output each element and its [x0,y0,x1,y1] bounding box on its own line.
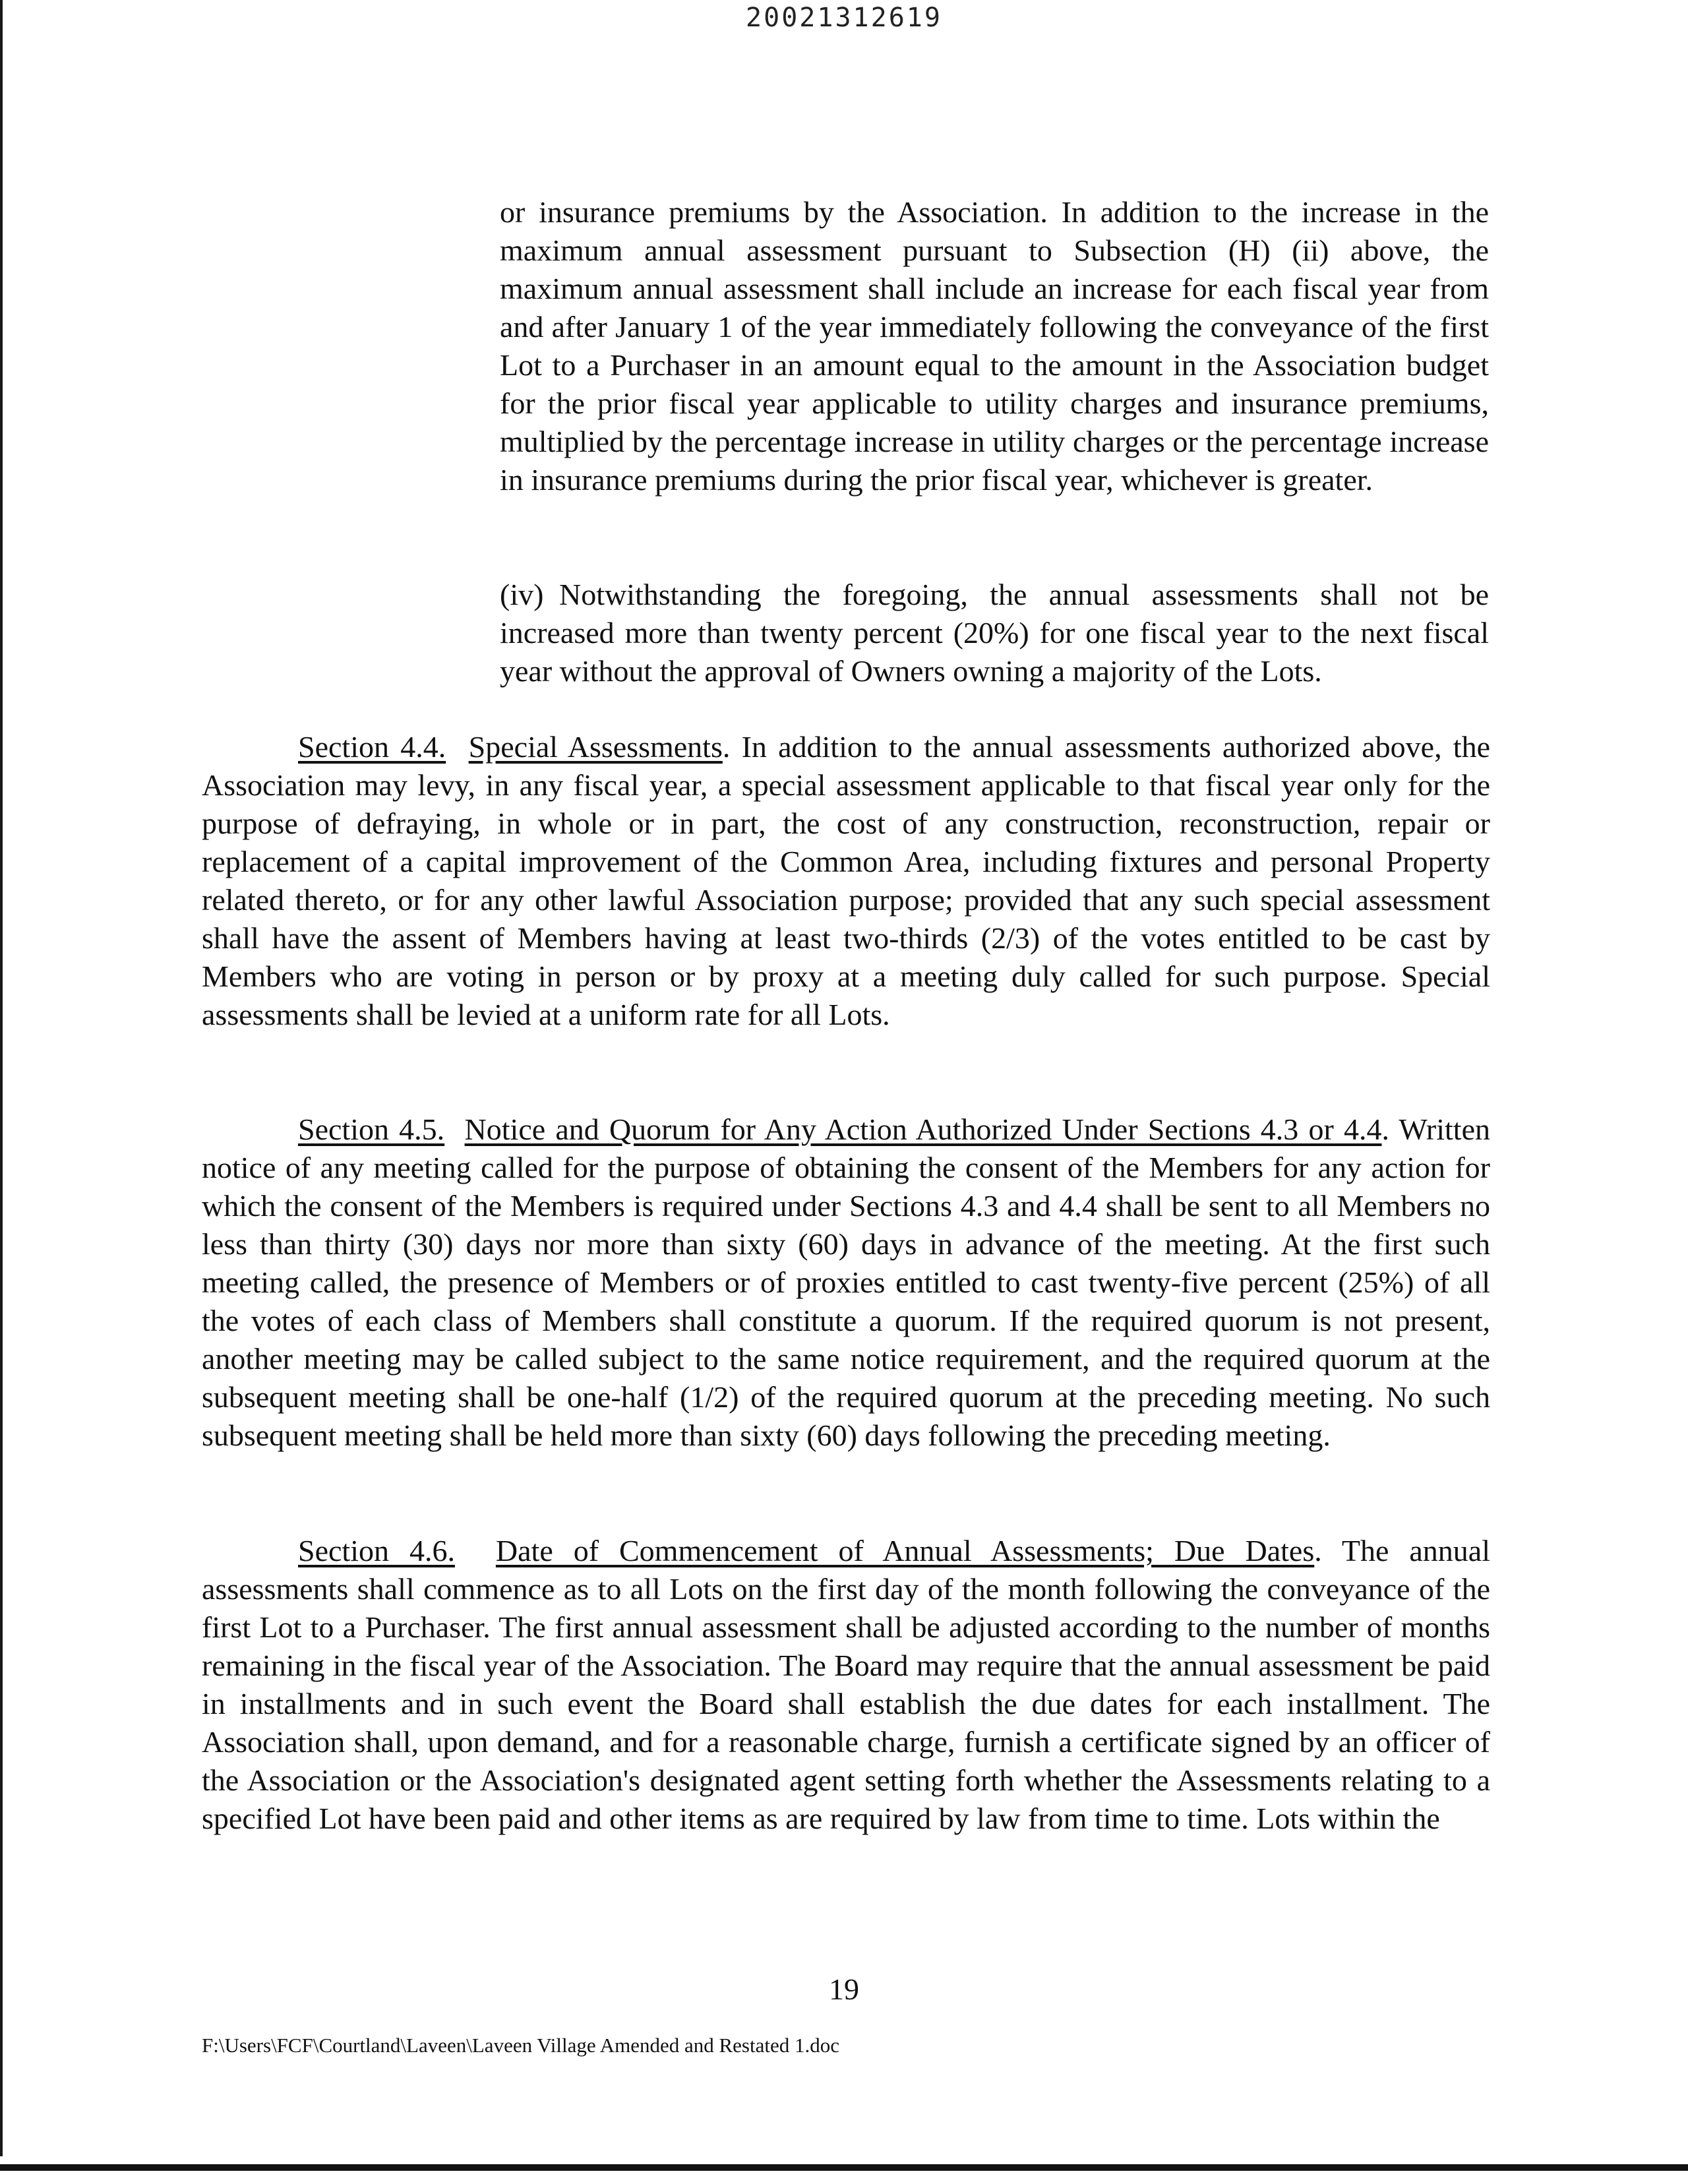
paragraph-text: or insurance premiums by the Association. In addition to the increase in the maximum annual assessment pursuant to Subsection (H) (ii) above, the maximum annual assessment shall include an increase for each fiscal year from and after January 1 of the year immediately following the conveyance of the first Lot to a Purchaser in an amount equal to the amount in the Association budget for the prior fiscal year applicable to utility charges and insurance premiums, multiplied by the percentage increase in utility charges or the percentage increase in insurance premiums during the prior fiscal year, whichever is greater. [500,195,1489,497]
document-id-stamp: 20021312619 [746,3,942,33]
section-4-6-commencement-of-assessments [202,1532,1490,1838]
section-title: Date of Commencement of Annual Assessments; Due Dates [495,1534,1315,1567]
section-body: . In addition to the annual assessments authorized above, the Association may levy, in any fiscal year, a special assessment applicable to that fiscal year only for the purpose of defraying, in whole or in part, the cost of any construction, reconstruction, repair or replacement of a capital improvement of the Common Area, including fixtures and personal Property related thereto, or for any other lawful Association purpose; provided that any such special assessment shall have the assent of Members having at least two-thirds (2/3) of the votes entitled to be cast by Members who are voting in person or by proxy at a meeting duly called for such purpose. Special assessments shall be levied at a uniform rate for all Lots. [202,730,1490,1031]
paragraph-text: Notwithstanding the foregoing, the annual assessments shall not be increased more than twenty percent (20%) for one fiscal year to the next fiscal year without the approval of Owners owning a majority of the Lots. [500,578,1489,688]
page-number: 19 [829,1972,859,2006]
section-body: . Written notice of any meeting called for the purpose of obtaining the consent of the Members for any action for which the consent of the Members is required under Sections 4.3 and 4.4 shall be sent to all Members no less than thirty (30) days nor more than sixty (60) days in advance of the meeting. At the first such meeting called, the presence of Members or of proxies entitled to cast twenty-five percent (25%) of all the votes of each class of Members shall constitute a quorum. If the required quorum is not present, another meeting may be called subject to the same notice requirement, and the required quorum at the subsequent meeting shall be one-half (1/2) of the required quorum at the preceding meeting. No such subsequent meeting shall be held more than sixty (60) days following the preceding meeting. [202,1112,1490,1452]
section-title: Special Assessments [468,730,723,764]
section-4-5-notice-and-quorum [202,1110,1490,1455]
section-number: Section 4.5. [298,1112,445,1146]
section-4-4-special-assessments [202,728,1490,1034]
paragraph-subsection-iv [500,576,1489,690]
paragraph-insurance-premiums [500,193,1489,499]
page-bottom-edge [0,2164,1688,2171]
section-number: Section 4.6. [298,1534,455,1567]
section-number: Section 4.4. [298,730,446,764]
file-path-footer: F:\Users\FCF\Courtland\Laveen\Laveen Village Amended and Restated 1.doc [202,2034,839,2057]
section-title: Notice and Quorum for Any Action Authorized Under Sections 4.3 or 4.4 [464,1112,1382,1146]
subsection-label: (iv) [500,578,544,611]
section-body: . The annual assessments shall commence as to all Lots on the first day of the month following the conveyance of the first Lot to a Purchaser. The first annual assessment shall be adjusted according to the number of months remaining in the fiscal year of the Association. The Board may require that the annual assessment be paid in installments and in such event the Board shall establish the due dates for each installment. The Association shall, upon demand, and for a reasonable charge, furnish a certificate signed by an officer of the Association or the Association's designated agent setting forth whether the Assessments relating to a specified Lot have been paid and other items as are required by law from time to time. Lots within the [202,1534,1491,1835]
page-left-edge [0,0,3,2156]
